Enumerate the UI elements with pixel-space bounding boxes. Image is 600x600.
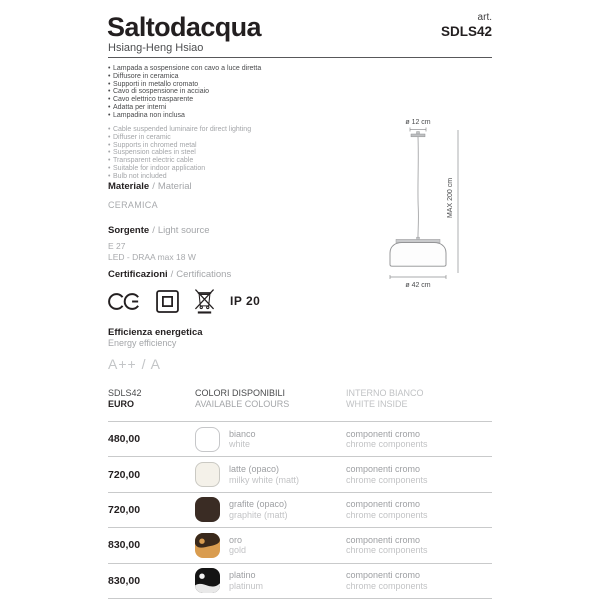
features-english: [108, 126, 378, 181]
lamp-shade: [390, 237, 446, 266]
feature-item: • Diffusore in ceramica: [108, 73, 378, 81]
components-en: chrome components: [346, 545, 428, 556]
color-name-it: latte (opaco): [229, 464, 280, 475]
technical-drawing: [380, 112, 495, 302]
table-header: [108, 388, 492, 421]
ceiling-canopy: [411, 132, 425, 137]
feature-item: • Lampada a sospensione con cavo a luce diretta: [108, 65, 378, 73]
color-name-it: grafite (opaco): [229, 499, 288, 510]
ce-mark-icon: [108, 291, 141, 312]
class-ii-double-insulation-icon: [156, 290, 179, 313]
table-header-currency: EURO: [108, 399, 135, 409]
feature-item: • Transparent electric cable: [108, 157, 378, 165]
components-it: componenti cromo: [346, 428, 421, 439]
weee-crossed-bin-icon: [194, 288, 215, 315]
max-height-label: MAX 200 cm: [447, 177, 454, 219]
color-swatch-graphite: [195, 497, 220, 522]
components-en: chrome components: [346, 474, 428, 485]
separator: /: [170, 269, 174, 280]
certification-icons: [108, 286, 260, 316]
certifications-label-en: Certifications: [176, 269, 232, 280]
light-source-heading: [108, 225, 210, 236]
designer-name: Hsiang-Heng Hsiao: [108, 42, 204, 54]
feature-item: • Lampadina non inclusa: [108, 112, 378, 120]
table-row: [108, 421, 492, 456]
color-name-it: oro: [229, 534, 243, 545]
certifications-heading: [108, 269, 231, 280]
bottom-dimension-line: [390, 275, 446, 279]
color-name-en: platinum: [229, 580, 264, 591]
color-name-en: graphite (matt): [229, 509, 288, 520]
components-en: chrome components: [346, 580, 428, 591]
energy-class-value: A++ / A: [108, 356, 161, 372]
top-diameter-label: ø 12 cm: [405, 119, 431, 126]
material-label-en: Material: [157, 181, 192, 192]
color-name-it: bianco: [229, 428, 256, 439]
table-row: [108, 563, 492, 598]
separator: /: [152, 225, 155, 236]
article-code: SDLS42: [440, 24, 492, 39]
light-source-label-it: Sorgente: [108, 225, 150, 236]
energy-heading: [108, 327, 203, 349]
price-table: [108, 388, 492, 599]
article-label: art.: [477, 12, 492, 23]
color-name-it: platino: [229, 570, 256, 581]
feature-item: • Cavo elettrico trasparente: [108, 96, 378, 104]
color-swatch-white: [195, 427, 220, 452]
feature-item: • Supporti in metallo cromato: [108, 81, 378, 89]
light-source-values: [108, 241, 196, 262]
components-en: chrome components: [346, 439, 428, 450]
feature-item: • Adatta per interni: [108, 104, 378, 112]
feature-item: • Bulb not included: [108, 173, 378, 181]
color-name-en: gold: [229, 545, 247, 556]
color-swatch-platinum: [195, 568, 220, 593]
material-value: CERAMICA: [108, 200, 158, 210]
feature-item: • Cable suspended luminaire for direct lighting: [108, 126, 378, 134]
table-header-inside-en: WHITE INSIDE: [346, 399, 408, 409]
table-header-code: SDLS42: [108, 388, 142, 398]
table-header-inside-it: INTERNO BIANCO: [346, 388, 424, 398]
feature-item: • Suspension cables in steel: [108, 149, 378, 157]
components-it: componenti cromo: [346, 499, 421, 510]
table-row: [108, 456, 492, 491]
header-divider: [108, 57, 492, 58]
components-it: componenti cromo: [346, 534, 421, 545]
feature-item: • Cavo di sospensione in acciaio: [108, 88, 378, 96]
led-spec: LED - DRAA max 18 W: [108, 251, 196, 262]
energy-label-it: Efficienza energetica: [108, 327, 203, 338]
certifications-label-it: Certificazioni: [108, 269, 168, 280]
color-name-en: white: [229, 439, 251, 450]
table-header-colors-it: COLORI DISPONIBILI: [195, 388, 286, 398]
feature-item: • Diffuser in ceramic: [108, 134, 378, 142]
ip-rating: IP 20: [230, 294, 261, 308]
light-source-label-en: Light source: [157, 225, 210, 236]
material-label-it: Materiale: [108, 181, 150, 192]
color-name-en: milky white (matt): [229, 474, 300, 485]
price-value: 830,00: [108, 539, 141, 552]
color-swatch-gold: [195, 533, 220, 558]
components-it: componenti cromo: [346, 570, 421, 581]
article-block: [107, 12, 492, 42]
price-value: 830,00: [108, 574, 141, 587]
table-row: [108, 492, 492, 527]
bottom-diameter-label: ø 42 cm: [405, 282, 431, 289]
top-dimension-line: [410, 128, 426, 132]
table-row: [108, 527, 492, 562]
price-value: 720,00: [108, 468, 141, 481]
components-en: chrome components: [346, 509, 428, 520]
feature-item: • Supports in chromed metal: [108, 142, 378, 150]
material-heading: [108, 181, 192, 192]
table-header-colors-en: AVAILABLE COLOURS: [195, 399, 290, 409]
page-title: Saltodacqua: [107, 12, 261, 42]
features-italian: [108, 65, 378, 120]
components-it: componenti cromo: [346, 464, 421, 475]
table-bottom-rule: [108, 598, 492, 599]
color-swatch-latte: [195, 462, 220, 487]
energy-label-en: Energy efficiency: [108, 338, 177, 348]
price-value: 480,00: [108, 433, 141, 446]
feature-item: • Suitable for indoor application: [108, 165, 378, 173]
price-value: 720,00: [108, 503, 141, 516]
separator: /: [152, 181, 155, 192]
socket-type: E 27: [108, 241, 126, 251]
